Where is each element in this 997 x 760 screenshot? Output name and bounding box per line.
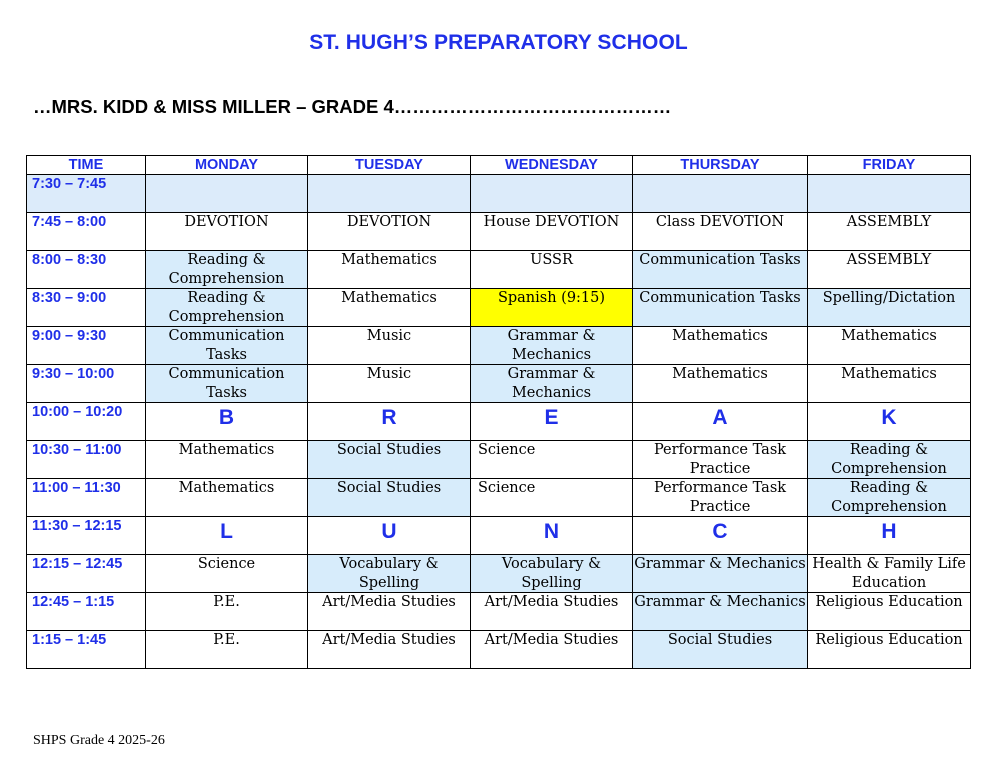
schedule-cell: Mathematics	[808, 365, 971, 403]
table-row	[27, 555, 971, 593]
schedule-cell: Social Studies	[633, 631, 808, 669]
schedule-cell: Communication Tasks	[146, 365, 308, 403]
table-row	[27, 631, 971, 669]
schedule-cell	[146, 175, 308, 213]
schedule-cell: Grammar & Mechanics	[633, 593, 808, 631]
schedule-cell: Mathematics	[633, 365, 808, 403]
break-letter: B	[146, 403, 308, 441]
lunch-letter: H	[808, 517, 971, 555]
schedule-cell: Mathematics	[146, 479, 308, 517]
schedule-cell: Reading & Comprehension	[146, 289, 308, 327]
break-letter: E	[471, 403, 633, 441]
schedule-cell: Mathematics	[633, 327, 808, 365]
time-cell: 1:15 – 1:45	[27, 631, 146, 669]
schedule-cell: Reading & Comprehension	[146, 251, 308, 289]
schedule-cell: Religious Education	[808, 631, 971, 669]
school-title: ST. HUGH’S PREPARATORY SCHOOL	[309, 31, 688, 54]
schedule-cell	[808, 175, 971, 213]
schedule-cell: Mathematics	[308, 289, 471, 327]
schedule-cell: Art/Media Studies	[308, 593, 471, 631]
schedule-cell: Class DEVOTION	[633, 213, 808, 251]
schedule-cell: Social Studies	[308, 441, 471, 479]
schedule-cell: House DEVOTION	[471, 213, 633, 251]
schedule-cell: Mathematics	[808, 327, 971, 365]
table-row	[27, 479, 971, 517]
schedule-cell-spanish: Spanish (9:15)	[471, 289, 633, 327]
schedule-cell: ASSEMBLY	[808, 213, 971, 251]
table-row	[27, 251, 971, 289]
schedule-cell: USSR	[471, 251, 633, 289]
class-heading: …MRS. KIDD & MISS MILLER – GRADE 4………………………………………	[33, 96, 672, 117]
schedule-cell: Communication Tasks	[633, 289, 808, 327]
schedule-cell: DEVOTION	[146, 213, 308, 251]
time-cell: 9:00 – 9:30	[27, 327, 146, 365]
time-cell: 11:30 – 12:15	[27, 517, 146, 555]
break-row	[27, 403, 971, 441]
time-cell: 10:30 – 11:00	[27, 441, 146, 479]
schedule-cell: Grammar & Mechanics	[633, 555, 808, 593]
schedule-cell	[633, 175, 808, 213]
header-monday: MONDAY	[146, 156, 308, 175]
time-cell: 12:15 – 12:45	[27, 555, 146, 593]
table-row	[27, 175, 971, 213]
schedule-cell: Communication Tasks	[633, 251, 808, 289]
schedule-cell: Grammar & Mechanics	[471, 327, 633, 365]
schedule-cell: Performance Task Practice	[633, 441, 808, 479]
time-cell: 11:00 – 11:30	[27, 479, 146, 517]
schedule-cell: Social Studies	[308, 479, 471, 517]
lunch-letter: U	[308, 517, 471, 555]
lunch-row	[27, 517, 971, 555]
table-row	[27, 213, 971, 251]
time-cell: 9:30 – 10:00	[27, 365, 146, 403]
schedule-cell: Music	[308, 365, 471, 403]
schedule-cell: DEVOTION	[308, 213, 471, 251]
lunch-letter: N	[471, 517, 633, 555]
time-cell: 8:30 – 9:00	[27, 289, 146, 327]
schedule-cell: Grammar & Mechanics	[471, 365, 633, 403]
schedule-cell	[471, 175, 633, 213]
time-cell: 7:45 – 8:00	[27, 213, 146, 251]
schedule-cell: Art/Media Studies	[471, 631, 633, 669]
header-friday: FRIDAY	[808, 156, 971, 175]
table-row	[27, 593, 971, 631]
table-row	[27, 327, 971, 365]
break-letter: R	[308, 403, 471, 441]
break-letter: K	[808, 403, 971, 441]
schedule-cell: Art/Media Studies	[471, 593, 633, 631]
schedule-cell: Science	[471, 441, 633, 479]
schedule-cell: P.E.	[146, 593, 308, 631]
schedule-cell: Spelling/Dictation	[808, 289, 971, 327]
schedule-cell: Health & Family Life Education	[808, 555, 971, 593]
break-letter: A	[633, 403, 808, 441]
schedule-cell: Mathematics	[146, 441, 308, 479]
schedule-cell: P.E.	[146, 631, 308, 669]
schedule-cell: Science	[471, 479, 633, 517]
schedule-cell: Performance Task Practice	[633, 479, 808, 517]
lunch-letter: L	[146, 517, 308, 555]
time-cell: 12:45 – 1:15	[27, 593, 146, 631]
schedule-cell: Religious Education	[808, 593, 971, 631]
time-cell: 7:30 – 7:45	[27, 175, 146, 213]
footer-text: SHPS Grade 4 2025-26	[33, 733, 165, 748]
schedule-cell: Music	[308, 327, 471, 365]
table-row	[27, 441, 971, 479]
timetable	[26, 155, 971, 669]
schedule-cell: Science	[146, 555, 308, 593]
schedule-cell: Reading & Comprehension	[808, 479, 971, 517]
header-time: TIME	[27, 156, 146, 175]
time-cell: 10:00 – 10:20	[27, 403, 146, 441]
schedule-cell: Reading & Comprehension	[808, 441, 971, 479]
header-row	[27, 156, 971, 175]
schedule-cell: ASSEMBLY	[808, 251, 971, 289]
schedule-cell: Vocabulary & Spelling	[471, 555, 633, 593]
header-thursday: THURSDAY	[633, 156, 808, 175]
schedule-cell: Mathematics	[308, 251, 471, 289]
table-row	[27, 365, 971, 403]
table-row	[27, 289, 971, 327]
lunch-letter: C	[633, 517, 808, 555]
schedule-cell: Communication Tasks	[146, 327, 308, 365]
header-tuesday: TUESDAY	[308, 156, 471, 175]
schedule-cell	[308, 175, 471, 213]
time-cell: 8:00 – 8:30	[27, 251, 146, 289]
schedule-cell: Vocabulary & Spelling	[308, 555, 471, 593]
schedule-cell: Art/Media Studies	[308, 631, 471, 669]
header-wednesday: WEDNESDAY	[471, 156, 633, 175]
